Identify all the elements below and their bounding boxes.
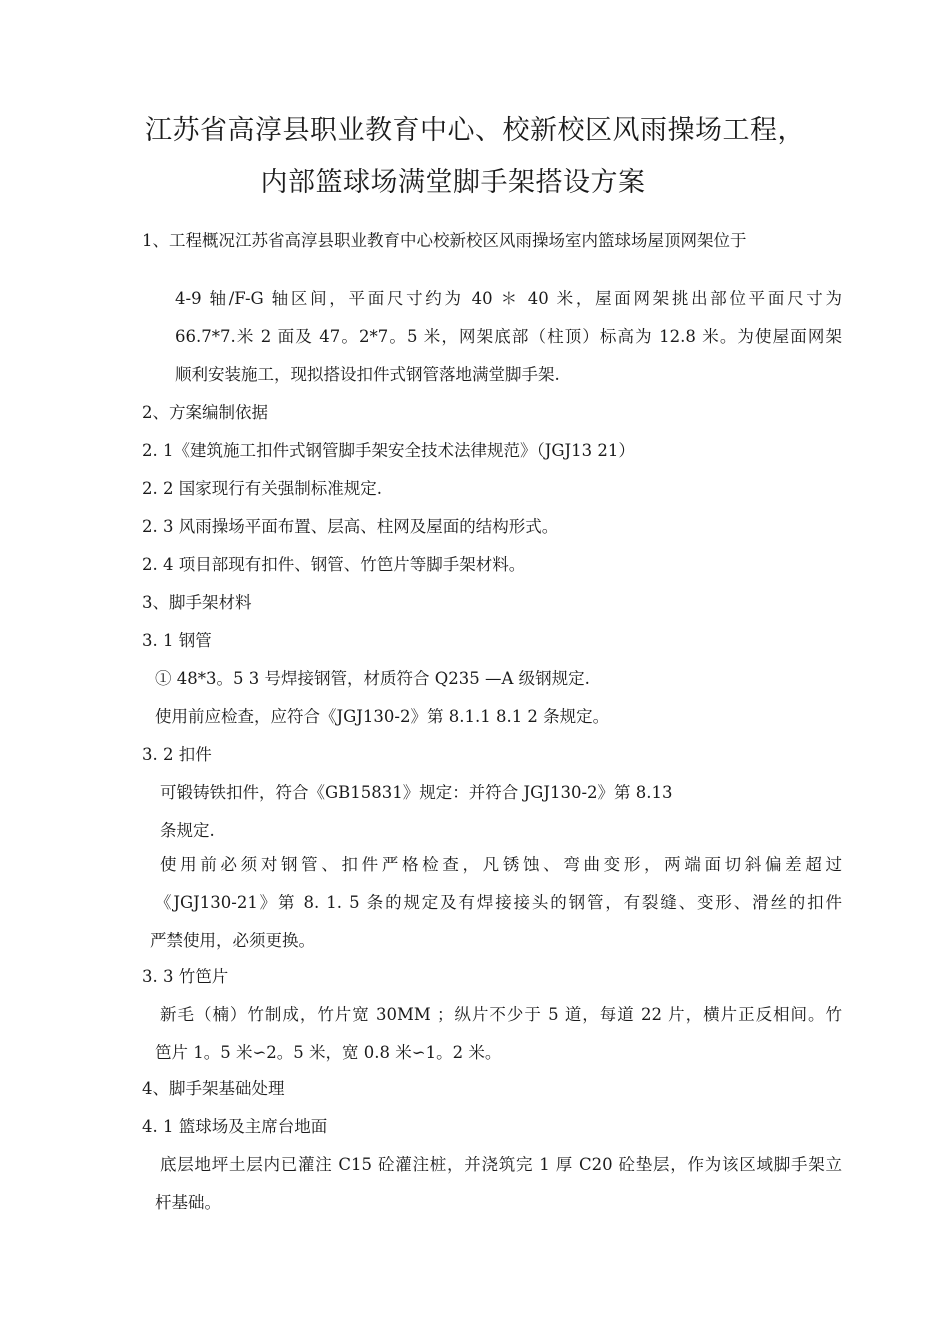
paragraph-line: 可锻铸铁扣件，符合《GB15831》规定：并符合 JGJ130-2》第 8.13 — [160, 783, 673, 802]
section-heading: 4、脚手架基础处理 — [142, 1079, 285, 1098]
section-heading: 3、脚手架材料 — [142, 593, 252, 612]
paragraph-line: 1、工程概况江苏省高淳县职业教育中心校新校区风雨操场室内篮球场屋顶网架位于 — [142, 231, 747, 250]
document-title-line-1: 江苏省高淳县职业教育中心、校新校区风雨操场工程， — [145, 115, 805, 146]
paragraph-line: 使用前应检查，应符合《JGJ130-2》第 8.1.1 8.1 2 条规定。 — [155, 707, 610, 726]
paragraph-line: 4-9 轴/F-G 轴区间，平面尺寸约为 40 ＊ 40 米，屋面网架挑出部位平面尺寸为 — [175, 289, 842, 308]
paragraph-line: 杆基础。 — [155, 1193, 221, 1212]
list-item: 2. 1《建筑施工扣件式钢管脚手架安全技术法律规范》（JGJ13 21） — [142, 441, 635, 460]
paragraph-line: 底层地坪土层内已灌注 C15 砼灌注桩，并浇筑完 1 厚 C20 砼垫层，作为该区域脚手架立 — [160, 1155, 842, 1174]
paragraph-line: 顺利安装施工，现拟搭设扣件式钢管落地满堂脚手架. — [175, 365, 560, 384]
section-heading: 2、方案编制依据 — [142, 403, 268, 422]
list-item: 2. 3 风雨操场平面布置、层高、柱网及屋面的结构形式。 — [142, 517, 559, 536]
paragraph-line: ① 48*3。5 3 号焊接钢管，材质符合 Q235 —A 级钢规定. — [155, 669, 590, 688]
paragraph-line: 严禁使用，必须更换。 — [150, 931, 315, 950]
subsection-heading: 3. 1 钢管 — [142, 631, 212, 650]
paragraph-line: 条规定. — [160, 821, 215, 840]
paragraph-line: 新毛（楠）竹制成，竹片宽 30MM ；纵片不少于 5 道，每道 22 片，横片正反相间。竹 — [160, 1005, 842, 1024]
subsection-heading: 4. 1 篮球场及主席台地面 — [142, 1117, 328, 1136]
paragraph-line: 《JGJ130-21》第 8. 1. 5 条的规定及有焊接接头的钢管，有裂缝、变形、滑丝的扣件 — [155, 893, 842, 912]
paragraph-line: 笆片 1。5 米∽2。5 米，宽 0.8 米∽1。2 米。 — [155, 1043, 502, 1062]
paragraph-line: 使用前必须对钢管、扣件严格检查，凡锈蚀、弯曲变形，两端面切斜偏差超过 — [160, 855, 842, 874]
list-item: 2. 2 国家现行有关强制标准规定. — [142, 479, 382, 498]
document-title-line-2: 内部篮球场满堂脚手架搭设方案 — [260, 167, 646, 198]
subsection-heading: 3. 2 扣件 — [142, 745, 212, 764]
paragraph-line: 66.7*7.米 2 面及 47。2*7。5 米，网架底部（柱顶）标高为 12.8 米。为使屋面网架 — [175, 327, 842, 346]
list-item: 2. 4 项目部现有扣件、钢管、竹笆片等脚手架材料。 — [142, 555, 526, 574]
subsection-heading: 3. 3 竹笆片 — [142, 967, 229, 986]
